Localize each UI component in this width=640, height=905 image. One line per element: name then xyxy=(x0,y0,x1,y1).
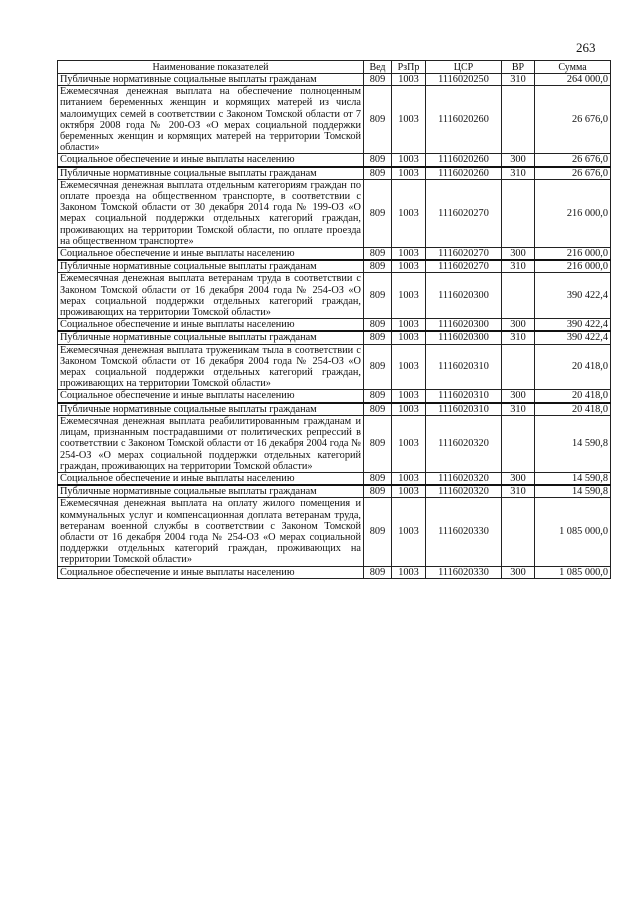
cell-name: Публичные нормативные социальные выплаты гражданам xyxy=(58,260,364,273)
cell-vr xyxy=(502,86,535,154)
cell-rzpr: 1003 xyxy=(392,260,426,273)
cell-vr: 300 xyxy=(502,472,535,485)
table-row xyxy=(58,566,611,578)
cell-vr xyxy=(502,179,535,247)
header-rzpr: РзПр xyxy=(392,61,426,74)
cell-ved: 809 xyxy=(364,179,392,247)
cell-csr: 1116020300 xyxy=(426,331,502,344)
cell-vr: 300 xyxy=(502,319,535,332)
cell-ved: 809 xyxy=(364,167,392,180)
cell-csr: 1116020300 xyxy=(426,319,502,332)
cell-ved: 809 xyxy=(364,154,392,167)
cell-vr: 300 xyxy=(502,566,535,578)
table-row xyxy=(58,485,611,498)
table-row xyxy=(58,273,611,319)
cell-ved: 809 xyxy=(364,273,392,319)
cell-sum: 20 418,0 xyxy=(535,344,611,390)
cell-ved: 809 xyxy=(364,403,392,416)
table-row xyxy=(58,167,611,180)
cell-ved: 809 xyxy=(364,390,392,403)
header-ved: Вед xyxy=(364,61,392,74)
cell-name: Ежемесячная денежная выплата труженикам тыла в соответствии с Законом Томской области от 16 декабря 2004 года № 254-ОЗ «О мерах социальной поддержки отдельных категорий граждан, проживающих на территории Томской области» xyxy=(58,344,364,390)
cell-name: Публичные нормативные социальные выплаты гражданам xyxy=(58,167,364,180)
cell-ved: 809 xyxy=(364,319,392,332)
cell-rzpr: 1003 xyxy=(392,390,426,403)
cell-sum: 264 000,0 xyxy=(535,74,611,86)
table-row xyxy=(58,248,611,261)
cell-csr: 1116020300 xyxy=(426,273,502,319)
cell-vr: 310 xyxy=(502,167,535,180)
cell-csr: 1116020270 xyxy=(426,179,502,247)
cell-rzpr: 1003 xyxy=(392,248,426,261)
cell-ved: 809 xyxy=(364,248,392,261)
header-csr: ЦСР xyxy=(426,61,502,74)
cell-rzpr: 1003 xyxy=(392,273,426,319)
cell-vr xyxy=(502,344,535,390)
cell-sum: 216 000,0 xyxy=(535,179,611,247)
cell-name: Ежемесячная денежная выплата отдельным категориям граждан по оплате проезда на общественном транспорте, в соответствии с Законом Томской области от 30 декабря 2014 года № 199-ОЗ «О мерах социальной поддержки отдельных категорий граждан, проживающих на территории Томской области, по оплате проезда на общественном транспорте» xyxy=(58,179,364,247)
table-header-row xyxy=(58,61,611,74)
cell-sum: 1 085 000,0 xyxy=(535,566,611,578)
table-row xyxy=(58,498,611,566)
cell-sum: 216 000,0 xyxy=(535,248,611,261)
cell-rzpr: 1003 xyxy=(392,331,426,344)
cell-rzpr: 1003 xyxy=(392,403,426,416)
table-row xyxy=(58,179,611,247)
cell-csr: 1116020320 xyxy=(426,472,502,485)
cell-name: Ежемесячная денежная выплата на обеспечение полноценным питанием беременных женщин и кормящих матерей из числа малоимущих семей в соответствии с Законом Томской области от 7 октября 2008 года № 200-ОЗ «О мерах социальной поддержки беременных женщин и кормящих матерей на территории Томской области» xyxy=(58,86,364,154)
cell-vr: 300 xyxy=(502,154,535,167)
cell-rzpr: 1003 xyxy=(392,485,426,498)
cell-sum: 390 422,4 xyxy=(535,319,611,332)
header-name: Наименование показателей xyxy=(58,61,364,74)
cell-ved: 809 xyxy=(364,260,392,273)
cell-csr: 1116020270 xyxy=(426,248,502,261)
budget-table xyxy=(57,60,611,579)
table-row xyxy=(58,390,611,403)
cell-csr: 1116020270 xyxy=(426,260,502,273)
cell-rzpr: 1003 xyxy=(392,86,426,154)
cell-sum: 1 085 000,0 xyxy=(535,498,611,566)
cell-name: Публичные нормативные социальные выплаты гражданам xyxy=(58,403,364,416)
cell-csr: 1116020330 xyxy=(426,566,502,578)
table-row xyxy=(58,319,611,332)
cell-csr: 1116020260 xyxy=(426,167,502,180)
cell-name: Ежемесячная денежная выплата на оплату жилого помещения и коммунальных услуг и компенсационная доплата ветеранам труда, ветеранам военной службы в соответствии с Законом Томской области от 16 декабря 2004 года № 254-ОЗ «О мерах социальной поддержки отдельных категорий граждан, проживающих на территории Томской области» xyxy=(58,498,364,566)
table-row xyxy=(58,154,611,167)
cell-csr: 1116020310 xyxy=(426,390,502,403)
cell-rzpr: 1003 xyxy=(392,344,426,390)
cell-name: Ежемесячная денежная выплата реабилитированным гражданам и лицам, признанным пострадавшими от политических репрессий в соответствии с Законом Томской области от 16 декабря 2004 года № 254-ОЗ «О мерах социальной поддержки отдельных категорий граждан, проживающих на территории Томской области» xyxy=(58,415,364,472)
cell-rzpr: 1003 xyxy=(392,167,426,180)
cell-rzpr: 1003 xyxy=(392,472,426,485)
cell-sum: 26 676,0 xyxy=(535,86,611,154)
cell-vr: 310 xyxy=(502,485,535,498)
table-row xyxy=(58,472,611,485)
cell-name: Социальное обеспечение и иные выплаты населению xyxy=(58,566,364,578)
cell-csr: 1116020310 xyxy=(426,344,502,390)
cell-name: Публичные нормативные социальные выплаты гражданам xyxy=(58,331,364,344)
table-row xyxy=(58,403,611,416)
cell-ved: 809 xyxy=(364,485,392,498)
cell-rzpr: 1003 xyxy=(392,415,426,472)
cell-sum: 26 676,0 xyxy=(535,167,611,180)
cell-rzpr: 1003 xyxy=(392,154,426,167)
cell-vr: 310 xyxy=(502,403,535,416)
cell-vr xyxy=(502,415,535,472)
cell-name: Социальное обеспечение и иные выплаты населению xyxy=(58,154,364,167)
cell-csr: 1116020330 xyxy=(426,498,502,566)
cell-ved: 809 xyxy=(364,566,392,578)
cell-sum: 390 422,4 xyxy=(535,273,611,319)
cell-sum: 216 000,0 xyxy=(535,260,611,273)
table-row xyxy=(58,331,611,344)
cell-ved: 809 xyxy=(364,344,392,390)
cell-rzpr: 1003 xyxy=(392,74,426,86)
cell-sum: 14 590,8 xyxy=(535,472,611,485)
cell-ved: 809 xyxy=(364,74,392,86)
cell-name: Социальное обеспечение и иные выплаты населению xyxy=(58,319,364,332)
cell-rzpr: 1003 xyxy=(392,179,426,247)
cell-ved: 809 xyxy=(364,472,392,485)
table-row xyxy=(58,344,611,390)
page-number: 263 xyxy=(576,40,596,55)
cell-csr: 1116020260 xyxy=(426,86,502,154)
cell-csr: 1116020250 xyxy=(426,74,502,86)
cell-rzpr: 1003 xyxy=(392,566,426,578)
cell-vr: 310 xyxy=(502,74,535,86)
cell-csr: 1116020310 xyxy=(426,403,502,416)
table-row xyxy=(58,260,611,273)
cell-vr xyxy=(502,498,535,566)
cell-name: Социальное обеспечение и иные выплаты населению xyxy=(58,248,364,261)
cell-name: Публичные нормативные социальные выплаты гражданам xyxy=(58,485,364,498)
cell-sum: 20 418,0 xyxy=(535,390,611,403)
cell-sum: 20 418,0 xyxy=(535,403,611,416)
cell-rzpr: 1003 xyxy=(392,319,426,332)
cell-vr: 300 xyxy=(502,248,535,261)
cell-ved: 809 xyxy=(364,498,392,566)
cell-name: Публичные нормативные социальные выплаты гражданам xyxy=(58,74,364,86)
cell-name: Ежемесячная денежная выплата ветеранам труда в соответствии с Законом Томской области от 16 декабря 2004 года № 254-ОЗ «О мерах социальной поддержки отдельных категорий граждан, проживающих на территории Томской области» xyxy=(58,273,364,319)
cell-sum: 390 422,4 xyxy=(535,331,611,344)
cell-ved: 809 xyxy=(364,86,392,154)
cell-sum: 26 676,0 xyxy=(535,154,611,167)
cell-rzpr: 1003 xyxy=(392,498,426,566)
cell-vr xyxy=(502,273,535,319)
cell-csr: 1116020320 xyxy=(426,485,502,498)
table-row xyxy=(58,415,611,472)
cell-sum: 14 590,8 xyxy=(535,485,611,498)
header-vr: ВР xyxy=(502,61,535,74)
cell-csr: 1116020320 xyxy=(426,415,502,472)
table-row xyxy=(58,74,611,86)
cell-name: Социальное обеспечение и иные выплаты населению xyxy=(58,472,364,485)
cell-ved: 809 xyxy=(364,415,392,472)
cell-ved: 809 xyxy=(364,331,392,344)
table-row xyxy=(58,86,611,154)
cell-vr: 300 xyxy=(502,390,535,403)
cell-csr: 1116020260 xyxy=(426,154,502,167)
cell-name: Социальное обеспечение и иные выплаты населению xyxy=(58,390,364,403)
cell-vr: 310 xyxy=(502,260,535,273)
header-sum: Сумма xyxy=(535,61,611,74)
cell-vr: 310 xyxy=(502,331,535,344)
cell-sum: 14 590,8 xyxy=(535,415,611,472)
